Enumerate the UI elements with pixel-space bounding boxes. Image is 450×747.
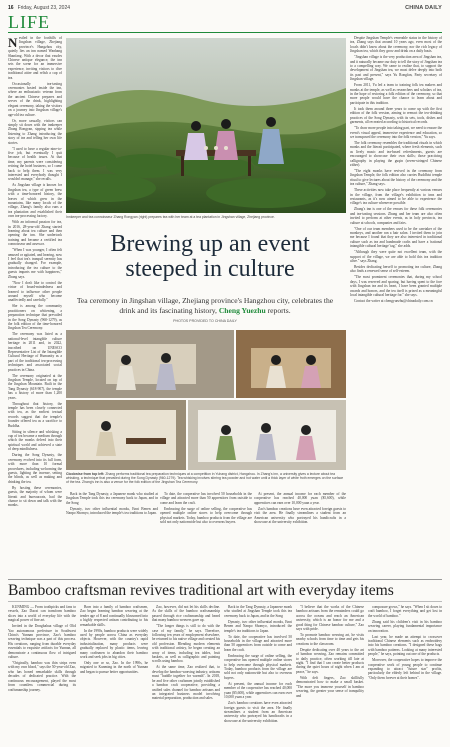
story-divider (8, 579, 442, 580)
paragraph-text: Contact the writer at chengyuezhu@chinadaily.com.cn (354, 299, 433, 304)
paragraph (8, 624, 76, 659)
paragraph-text: At present, the annual income for each member of the cooperative has reached 40,000 yuan ($5,600), while apprentices can earn over 10,000 yuan a year. (224, 681, 292, 700)
paragraph-text: To date, the cooperative has involved 50 households in the village and attracted more than 50 apprentices from outside to come and learn the craft. (160, 492, 252, 505)
paragraph (8, 281, 62, 303)
paragraph-text: Occasionally tea-tasting ceremonies hosted inside the inn, where an enthusiastic veteran from the ancient Chinese prepares and serves of the drink, highlighting elegant ceremony, taking the visitors on a journey into Jingshan village's age-old tea culture. (8, 81, 62, 117)
paragraph (152, 665, 220, 700)
paragraph (80, 605, 148, 627)
paragraph-text: estled in the foothills of Jingshan village, Zhejiang province's Hangzhou city, quietly lies an inn named Wanhang Shanfang. With a decor that exudes Chinese antique elegance, the inn sets the scene for an immersive experience, inviting visitors to dive traditional attire and relish a cup of tea. (8, 36, 62, 80)
paragraph-text: Despite Jingshan Temple's venerable status in the history of tea, Zhang says that around 10 years ago, even most of the locals didn't know about the ceremony, nor the rich legacy of Jingshan tea, which they grow and drink on a daily basis. (350, 36, 442, 54)
paragraph (368, 658, 442, 680)
paragraph (296, 648, 364, 674)
paragraph-text: As Jingshan village is known for Jingshan tea, a type of green brew with a time-honored history, the leaves of which grew in the mountains, like many locals of the village, Zhang's family also runs a tea plantation and established their own tea-processing factory. (8, 183, 62, 219)
paragraph-text: It took them around three years to come up with the first edition of the folk version, aiming to reenact the tea-drinking practices of the Song Dynasty, with its sets, tools, dishes and garments, all recreated according to historical records. (350, 106, 442, 125)
tea-plantation-photo (66, 38, 346, 213)
paragraph-text: She is among the community practitioners on whitening, a preparation technique that prevailed in the Song Dynasty (960-1279), as the folk edition of the time-honored Jingshan Tea Ceremony. (8, 304, 62, 331)
paragraph (8, 374, 62, 400)
paragraph-text: Last year, he made an attempt to crossover traditional Chinese elements such as embroidery into his bamboo creations. "I designed these bags with bamboo patterns. Looking at many interested people," he says, pointing out one of the products. (368, 634, 442, 657)
paragraph (296, 633, 364, 646)
section-title: LIFE (8, 12, 50, 32)
paragraph (8, 332, 62, 372)
paragraph-text: "When I was younger, I often felt amused or agitated, and hearing, now I feel that tea's tranquil serenity has gradually changed. For example, introducing the tea culture to the guests imparts me with happiness," Zhang says. (8, 248, 62, 279)
paragraph-text: Only one or so, Zao. In the 1990s, he migrated to Kunming in the north of Yunnan and began to pursue better opportunities. (80, 661, 148, 674)
paragraph-text: From 2011, Yu led a team to training folk tea makers and monks at the temple, as well as researchers and scholars of tea, in the hope of restoring a folk edition of the ceremony, so that more people would have the chance to learn about and participate in this tradition. (350, 83, 442, 105)
page-number: 16 (8, 5, 14, 11)
paragraph (8, 82, 62, 117)
paragraph (350, 250, 442, 263)
paragraph-text: Zao's bamboo creations have even attracted foreign guests to visit the area. He finally streamlines a student from an American university who portrayed his handicrafts in a showcase at the university exhibition. (224, 701, 292, 723)
paragraph-text: With an informal passion for tea, in 2016, 28-year-old Zhang started learning about tea culture and then opening the inn. She undertook training and became a certified tea connoisseur and assessor. (8, 220, 62, 247)
paragraph-text: Embracing the surge of online selling, the cooperative has opened multiple online stores to help overcome through physical markets. Today, bamboo products from the village are sold not only nationwide but also to overseas buyers. (224, 653, 292, 680)
paragraph (160, 492, 252, 505)
paragraph (8, 36, 62, 80)
paragraph (296, 605, 364, 631)
paragraph (350, 141, 442, 167)
main-headline: Brewing up an event steeped in culture (110, 231, 310, 282)
tea-ceremony-collage-illustration (66, 330, 346, 470)
paragraph-text: Zao, however, did not let his skills decline. As the skills of the bamboo craftsmanship passed through rice craftsmanship and heard that many bamboo weavers gave up. (152, 605, 220, 623)
paragraph-text: "I used to have a regular nine-to-five job, but eventually I quit because of health issues. At that time, my parents were considering retiring the hotel business, so I came back to help them. I was very interested and everybody thought I wouldn't manage," she recalls. (8, 146, 62, 182)
paragraph-text: To promote bamboo weaving art, he visits nearby schools from time to time and gets his creations to the classroom. (296, 633, 364, 646)
paragraph (350, 107, 442, 125)
paragraph (350, 265, 442, 274)
paragraph-text: "The longer things is still to do with the case of my family," he says. Therefore, following ten years of employment elsewhere, he returned to his native village and created his old profession. Blending modern elements with traditional artistry, he began creating an array of items, including tea tables, fruit baskets, as well as calligraphic and painting scrolls using bamboo. (152, 624, 220, 664)
paragraph (350, 188, 442, 206)
paragraph-text: During the Song Dynasty, the ceremony evolved into its full form, with more than 10 formal procedures, including welcoming the guests, lighting the incense, setting the blinds, as well as making and drinking the tea. (8, 453, 62, 484)
paragraph-text: Dynasty, two other influential monks, Enni Benen and Nanpo Shomyo, introduced the temple's tea traditions to Japan. (66, 506, 158, 516)
collage-caption-text: Zhang performs traditional tea preparation techniques at a competition in Yuhang district, Hangzhou. In Zhang's inn, a university gives a lecture about tea whisking, a technique that prevailed during the Song Dynasty (960-1279). Tea whisking involves stirring tea powder and hot water until a thick layer of white froth emerges on the surface of the tea. Zhang's inn is also a venue for the folk edition of the Jingshan Tea Ceremony. (66, 472, 344, 484)
paragraph-text: Back in the Tang Dynasty, a Japanese monk who studied at Jingshan Temple took this tea ceremony back to Japan, and in the Song (224, 605, 292, 618)
paragraph-text: At the same time, Zao realized that, to develop the bamboo-weaving industry, artisans must "huddle together for warmth". In 2018, he and five other craftsmen jointly established a bamboo craft cooperative, providing a unified sales channel for bamboo artisans and an integrated business model involving material preparation, production and sales. (152, 665, 220, 701)
paragraph-text: The ceremony originated at the Jingshan Temple, located on top of the Jingshan Mountain. Built in the Tang Dynasty (618-907), the temple has a history of more than 1,200 years. (8, 373, 62, 400)
paragraph (160, 507, 252, 525)
paragraph (350, 207, 442, 225)
brand-name: CHINA DAILY (405, 5, 442, 11)
paragraph (368, 635, 442, 657)
standfirst (70, 296, 340, 315)
paragraph-text: Throughout that history, the temple has been closely connected with tea, as the earliest textual records suggest that the temple's founder offered tea as a sacrifice to Buddha. (8, 401, 62, 428)
page-header (8, 4, 442, 12)
paragraph-text: "The most prominent ceremonies that, during my school days, I was reserved and sparing, but having spent to the fore with Jingshan tea and its heart, I have been granted multiple awards and honors, and the tea itself is prized as a meaningful local intangible cultural heritage for." she says. (350, 275, 442, 298)
paragraph (8, 486, 62, 508)
photo-credit: PHOTOS PROVIDED TO CHINA DAILY (173, 319, 237, 323)
story2-column-4 (224, 605, 292, 743)
paragraph (8, 605, 76, 623)
paragraph (224, 620, 292, 633)
paragraph (8, 430, 62, 452)
paragraph-text: With deft fingers, Zao skillfully demonstrated how to make a small basket. "The more you immerse yourself in bamboo weaving, the greater your sense of tranquility and (296, 675, 364, 698)
paragraph-text: Zhang's inn is one of the venues for these folk ceremonies and tea-tasting sessions. Zhang and her team are also often invited to perform at other events, as in holy precincts, tea culture at schools, companies and fairs. (350, 207, 442, 225)
paragraph-text: To date, the cooperative has involved 50 households in the village and attracted more than 50 apprentices from outside to come and learn the craft. (224, 634, 292, 652)
paragraph (350, 169, 442, 187)
paragraph (368, 605, 442, 618)
paragraph-text: Zao's bamboo creations have even attracted foreign guests to visit the area. He finally streamlines a student from an American university who portrayed his handicrafts in a showcase at the university exhibition. (254, 506, 346, 525)
paragraph (350, 227, 442, 249)
second-headline: Bamboo craftsman revives traditional art with everyday items (8, 582, 394, 599)
paragraph (152, 605, 220, 623)
paragraph (296, 676, 364, 698)
paragraph (350, 36, 442, 54)
left-column (8, 36, 62, 576)
paragraph (8, 402, 62, 428)
center-column-1 (66, 492, 158, 576)
standfirst-tail: reports. (267, 305, 291, 315)
paragraph (66, 492, 158, 505)
paragraph-text: Besides dedicating herself to promoting tea culture, Zhang also finds a renewed sense of self-esteem. (350, 265, 442, 274)
paragraph-text: Invited in the Dongbahua village of Olid Yao autonomous prefecture in Southwest China's Yunnan province, Zao's bamboo weaving technique was a part of this process. His creations, ranging from durable everyday essentials to exquisite artifacts for Yunnan, all demonstrate a continuous flow of intrigued culture. (8, 624, 76, 660)
paragraph (224, 701, 292, 723)
paragraph-text: Back in the Tang Dynasty, a Japanese monk who studied at Jingshan Temple took this tea ceremony back to Japan, and in the Song (66, 492, 158, 505)
paragraph-text: "Although they were quite not excellent team, with the support of the village, we are able to hold this tea tradition alive." says Zhang. (350, 250, 442, 264)
issue-date: Friday, August 23, 2024 (17, 5, 71, 11)
collage-caption-label: Clockwise from top left: (66, 472, 105, 476)
paragraph (350, 299, 442, 303)
paragraph (224, 605, 292, 618)
story2-column-2 (80, 605, 148, 743)
paragraph-text: Dynasty, two other influential monks, Enni Benen and Nanpo Shomyo, introduced the temple's tea traditions to Japan. (224, 619, 292, 633)
paragraph-text: The folk ceremony resembles the traditional rituals in which monks and the literati participated, where fresh elements, such as lively music and tea-based refreshments, guests are encouraged to showcase their own skills; those practicing calligraphy in playing the guqin (seven-stringed Chinese zither). (350, 140, 442, 167)
paragraph (350, 83, 442, 105)
paragraph-text: "To draw more people into taking part, we need to ensure the event's visual appeal, immersive experience and education, so we transposed the ceremony into the folk version," Yu says. (350, 126, 442, 139)
paragraph-text: "Jingshan village is the very production area of Jingshan tea, and it naturally became our duty to tell the story of Jingshan tea to a compelling way. We came to realize that, to support the development of Jingshan tea, we must delve deeply into both its past and present," says Yu Rongfan, Party secretary of Jingshan village. (350, 55, 442, 82)
paragraph-text: Moreover, the cooperative hopes to improve the cooperative work of young people to continue expanding to attract "future star" profits, particularly the elderly left behind in the village. "Only them forever at their homes". (368, 658, 442, 680)
paragraph-text: "One of our team members used to be the caretaker of the monkeys, and another ran a hair salon. I invited them to join me because I found that they are also interested in traditional culture such as tea and handmade crafts and have a 'national intangible cultural heritage' tag," she adds. (350, 226, 442, 249)
paragraph (350, 55, 442, 81)
paragraph-text: Or, more casually, visitors can simply sit down with the innkeeper Zhang Rongyan, sipping tea while listening to Zhang introducing the story of tea and telling her own life stories. (8, 118, 62, 145)
paragraph (8, 304, 62, 330)
paragraph-text: "Originally, bamboo was thin strips even with my own blood," says the 50-year-old Zao, who has honed remarkable skills through decades of dedicated practice. With the continuous encouragement, played the most from countless commercial during its craftsmanship journey. (8, 661, 76, 692)
paragraph (8, 248, 62, 279)
right-column (350, 36, 442, 576)
headline-rule (8, 601, 442, 602)
paragraph-text: Despite dedicating over 40 years to the art of bamboo weaving, Zao remains committed to daily practice, often working till late at night. "I find that I can create better products during the quiet hours of night when I am at peace," he says. (296, 647, 364, 674)
paragraph (254, 507, 346, 525)
drop-cap: N (8, 36, 18, 50)
paragraph-text: At present, the annual income for each member of the cooperative has reached 40,000 yuan ($5,600), while apprentices can earn over 10,000 yuan a year. (254, 492, 346, 505)
section-rule (8, 32, 442, 33)
standfirst-lead: Tea ceremony in Jingshan village, Zhejiang province's Hangzhou city, celebrates the drink and its fascinating history, (76, 296, 334, 315)
story2-column-3 (152, 605, 220, 743)
paragraph (224, 682, 292, 700)
collage-caption (66, 472, 346, 484)
center-column-2 (160, 492, 252, 576)
photo1-caption: Innkeeper and tea connoisseur Zhang Rongyan (right) prepares tea with her team at a tea plantation in Jingshan village, Zhejiang province. (66, 215, 275, 219)
paragraph (224, 635, 292, 653)
paragraph (368, 620, 442, 633)
paragraph (8, 183, 62, 218)
story2-column-1 (8, 605, 76, 743)
paragraph-text: Zhang said his children's visit in his bamboo weaving career, playing fundamental importance on innovation. (368, 619, 442, 633)
tea-plantation-illustration (66, 38, 346, 213)
paragraph-text: composure grows," he says. "When I sit down to craft bamboo, I forget everything and get lost in the world of bamboo." (368, 605, 442, 618)
byline: Cheng Yuezhu (218, 305, 266, 315)
paragraph (8, 220, 62, 246)
paragraph-text: By hosting these ceremonies, guests, the majority of whom were literati and bureaucrats, had the chance to sit down and talk with the monks. (8, 485, 62, 508)
paragraph (8, 453, 62, 484)
paragraph-text: Embracing the surge of online selling, the cooperative has opened multiple online stores to help overcome through physical markets. Today, bamboo products from the village are sold not only nationwide but also to overseas buyers. (160, 506, 252, 525)
paragraph-text: Sitting in silence and whisking a cup of tea became a medium through which the monks delved into their spiritual world and achieved a state of deep mindfulness. (8, 429, 62, 452)
story2-column-6 (368, 605, 442, 743)
center-column-3 (254, 492, 346, 576)
paragraph-text: KUNMING — From toothpicks and fans to vessels, Zao Daoxi can transform bamboo slices into a world of everyday life with the magical power of fine art. (8, 605, 76, 623)
paragraph-text: In the 1990s, bamboo products were widely used by people across China as everyday objects. However, with the country's rapid industrialization, many products were gradually replaced by plastic items, leaving many craftsmen to abandon their bamboo work and seek jobs in big cities. (80, 628, 148, 660)
paragraph-text: "The eight monks have revived in the ceremony from Jingshan Temple, the folk edition also carries Buddhist temple ritual to give lectures about the history of the ceremony and the tea culture," Zhang says. (350, 168, 442, 187)
paragraph (66, 507, 158, 516)
paragraph (80, 629, 148, 660)
paragraph (152, 624, 220, 664)
paragraph-text: Born into a family of bamboo craftsmen, Zao began learning bamboo weaving at the tender age of 8 and continually blossomed into a highly respected artisan contributing to his remarkable skills. (80, 605, 148, 627)
paragraph-text: "Now I don't like to control the virtue of broad-mindedness and learned to influence other people around myself who become unaffectedly and carefully." (8, 280, 62, 303)
paragraph (254, 492, 346, 505)
paragraph (8, 661, 76, 692)
paragraph (224, 654, 292, 680)
paragraph (350, 275, 442, 297)
paragraph (8, 147, 62, 182)
paragraph (350, 126, 442, 139)
story2-column-5 (296, 605, 364, 743)
paragraph-text: "I believe that the works of the Chinese bamboo artisans from the remainders could go across the oceans and reach an American university, which is an honor for me and a good thing for Chinese bamboo culture," Zao says with pride. (296, 605, 364, 632)
paragraph-text: The ceremony was listed as a national-level intangible culture heritage in 2011 and, in 2022, inscribed on UNESCO Representative List of the Intangible Cultural Heritage of Humanity as a part of the traditional tea-processing techniques and associated social practices in China. (8, 332, 62, 372)
tea-ceremony-collage (66, 330, 346, 470)
paragraph (8, 119, 62, 145)
paragraph (80, 661, 148, 674)
paragraph-text: These activities now take place frequently at various venues in the village, from the village's exhibition to inns and restaurants, as it's now aimed to be able to experience the village's tea culture whenever possible. (350, 188, 442, 206)
